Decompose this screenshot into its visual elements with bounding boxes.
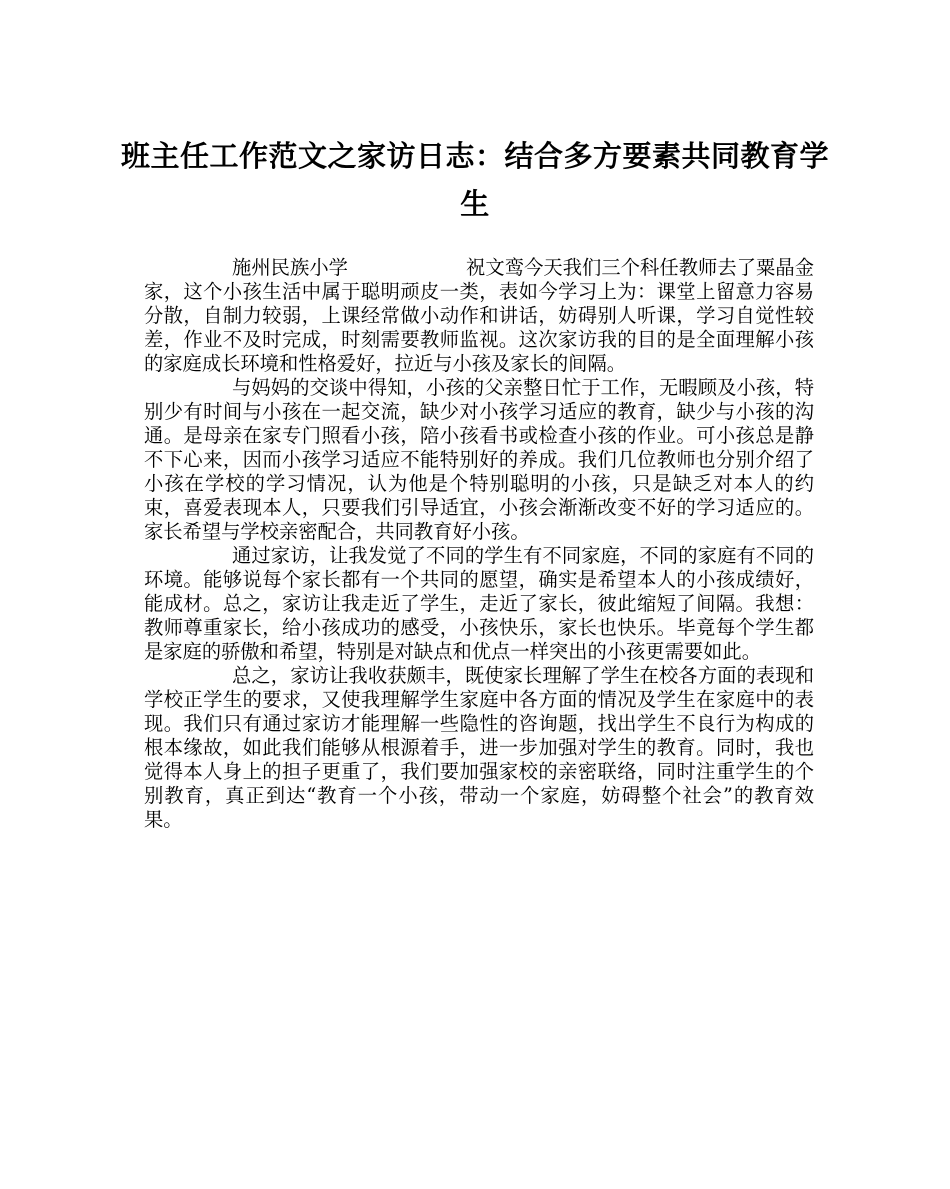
paragraph-1 [144,256,814,376]
paragraph-2: 与妈妈的交谈中得知，小孩的父亲整日忙于工作，无暇顾及小孩，特别少有时间与小孩在一起交流，缺少对小孩学习适应的教育，缺少与小孩的沟通。是母亲在家专门照看小孩，陪小孩看书或检查小孩的作业。可小孩总是静不下心来，因而小孩学习适应不能特别好的养成。我们几位教师也分别介绍了小孩在学校的学习情况，认为他是个特别聪明的小孩，只是缺乏对本人的约束，喜爱表现本人，只要我们引导适宜，小孩会渐渐改变不好的学习适应的。家长希望与学校亲密配合，共同教育好小孩。 [144,376,814,543]
paragraph-text: 今天我们三个科任教师去了粟晶金家，这个小孩生活中属于聪明顽皮一类，表如今学习上为：课堂上留意力容易分散，自制力较弱，上课经常做小动作和讲话，妨碍别人听课，学习自觉性较差，作业不及时完成，时刻需要教师监视。这次家访我的目的是全面理解小孩的家庭成长环境和性格爱好，拉近与小孩及家长的间隔。 [144,256,815,375]
author-name: 祝文鸾 [466,256,525,279]
paragraph-4: 总之，家访让我收获颇丰，既使家长理解了学生在校各方面的表现和学校正学生的要求，又使我理解学生家庭中各方面的情况及学生在家庭中的表现。我们只有通过家访才能理解一些隐性的咨询题，找出学生不良行为构成的根本缘故，如此我们能够从根源着手，进一步加强对学生的教育。同时，我也觉得本人身上的担子更重了，我们要加强家校的亲密联络，同时注重学生的个别教育，真正到达“教育一个小孩，带动一个家庭，妨碍整个社会”的教育效果。 [144,664,814,831]
paragraph-3: 通过家访，让我发觉了不同的学生有不同家庭，不同的家庭有不同的环境。能够说每个家长都有一个共同的愿望，确实是希望本人的小孩成绩好，能成材。总之，家访让我走近了学生，走近了家长，彼此缩短了间隔。我想：教师尊重家长，给小孩成功的感受，小孩快乐，家长也快乐。毕竟每个学生都是家庭的骄傲和希望，特别是对缺点和优点一样突出的小孩更需要如此。 [144,544,814,663]
document-title: 班主任工作范文之家访日志：结合多方要素共同教育学生 [120,139,829,221]
document-body [144,256,814,832]
school-name: 施州民族小学 [232,256,348,279]
